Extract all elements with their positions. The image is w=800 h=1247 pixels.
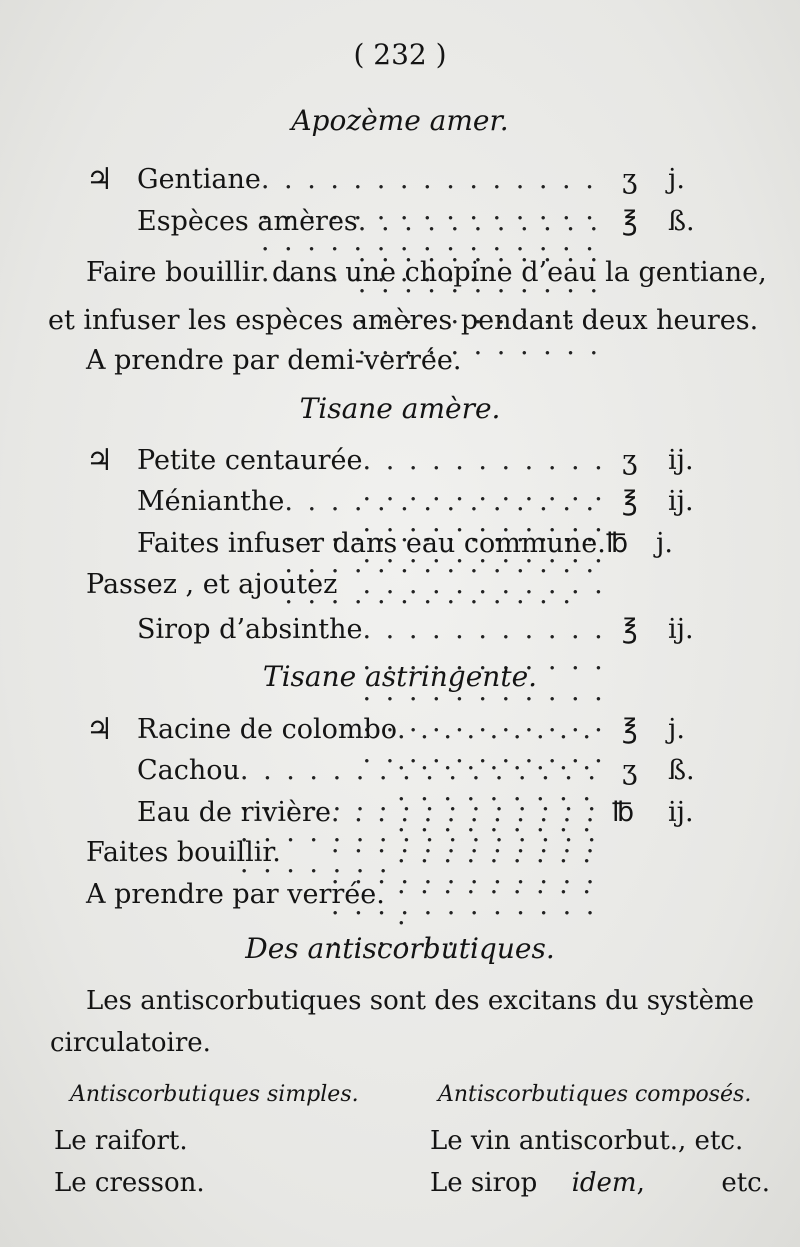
quantity: ß. [668,755,695,786]
unit-symbol: ʒ [622,445,638,476]
recipe-line [137,164,607,200]
unit-symbol: ℔ [612,797,635,828]
quantity: j. [668,714,685,745]
column-heading-simple: Antiscorbutiques simples. [70,1082,359,1107]
ingredient-name: Eau de rivière [137,797,331,828]
ingredient-name: Ménianthe [137,486,285,517]
section-title-tisane-amere: Tisane amère. [299,392,501,425]
ingredient-name: Petite centaurée [137,445,363,476]
instruction-line: A prendre par demi-verrée. [86,345,462,376]
list-item-italic: idem [571,1168,637,1198]
instruction-line: Faites bouillir. [86,837,281,868]
ingredient-name: Gentiane [137,164,261,195]
recipe-line [137,445,607,481]
ingredient-name: Espèces amères [137,206,358,237]
quantity: j. [656,528,673,559]
recipe-line [137,486,607,522]
column-heading-compose: Antiscorbutiques composés. [438,1082,752,1107]
unit-symbol: ℥ [622,206,638,237]
paragraph-line: Les antiscorbutiques sont des excitans du système [86,986,755,1016]
page-number: ( 232 ) [353,38,447,71]
quantity: j. [668,164,685,195]
paragraph-line: circulatoire. [50,1028,211,1058]
unit-symbol: ʒ [622,755,638,786]
ingredient-name: Sirop d’absinthe [137,614,363,645]
recipe-line [137,206,607,242]
quantity: ij. [668,445,694,476]
ingredient-name: Cachou [137,755,240,786]
unit-symbol: ʒ [622,164,638,195]
recipe-symbol-icon: ♃ [86,162,113,197]
instruction-line: A prendre par verrée. [86,879,385,910]
quantity: ij. [668,486,694,517]
recipe-line [137,614,607,650]
quantity: ß. [668,206,695,237]
recipe-line [137,528,607,564]
unit-symbol: ℥ [622,486,638,517]
list-item: Le cresson. [54,1168,205,1198]
list-item-text: Le sirop [430,1168,538,1198]
section-title-apozeme: Apozème amer. [291,104,509,137]
recipe-line [137,797,607,833]
quantity: ij. [668,614,694,645]
recipe-line [137,755,607,791]
list-item-tail: etc. [721,1168,770,1198]
ingredient-name: Racine de colombo [137,714,398,745]
instruction-line: Passez , et ajoutez [86,569,338,600]
instruction-line: Faire bouillir dans une chopine d’eau la gentiane, [86,257,767,288]
quantity: ij. [668,797,694,828]
unit-symbol: ℔ [606,528,629,559]
list-item: Le raifort. [54,1126,188,1156]
unit-symbol: ℥ [622,614,638,645]
list-item [430,1168,770,1198]
list-item-suffix: , [636,1168,645,1198]
instruction-line: et infuser les espèces amères pendant deux heures. [48,305,759,336]
recipe-symbol-icon: ♃ [86,712,113,747]
list-item: Le vin antiscorbut., etc. [430,1126,744,1156]
recipe-symbol-icon: ♃ [86,443,113,478]
recipe-line [137,714,607,750]
unit-symbol: ℥ [622,714,638,745]
section-title-antiscorbutiques: Des antiscorbutiques. [245,932,555,965]
ingredient-name: Faites infuser dans eau commune. [137,528,606,559]
section-title-tisane-astringente: Tisane astringente. [262,660,538,693]
